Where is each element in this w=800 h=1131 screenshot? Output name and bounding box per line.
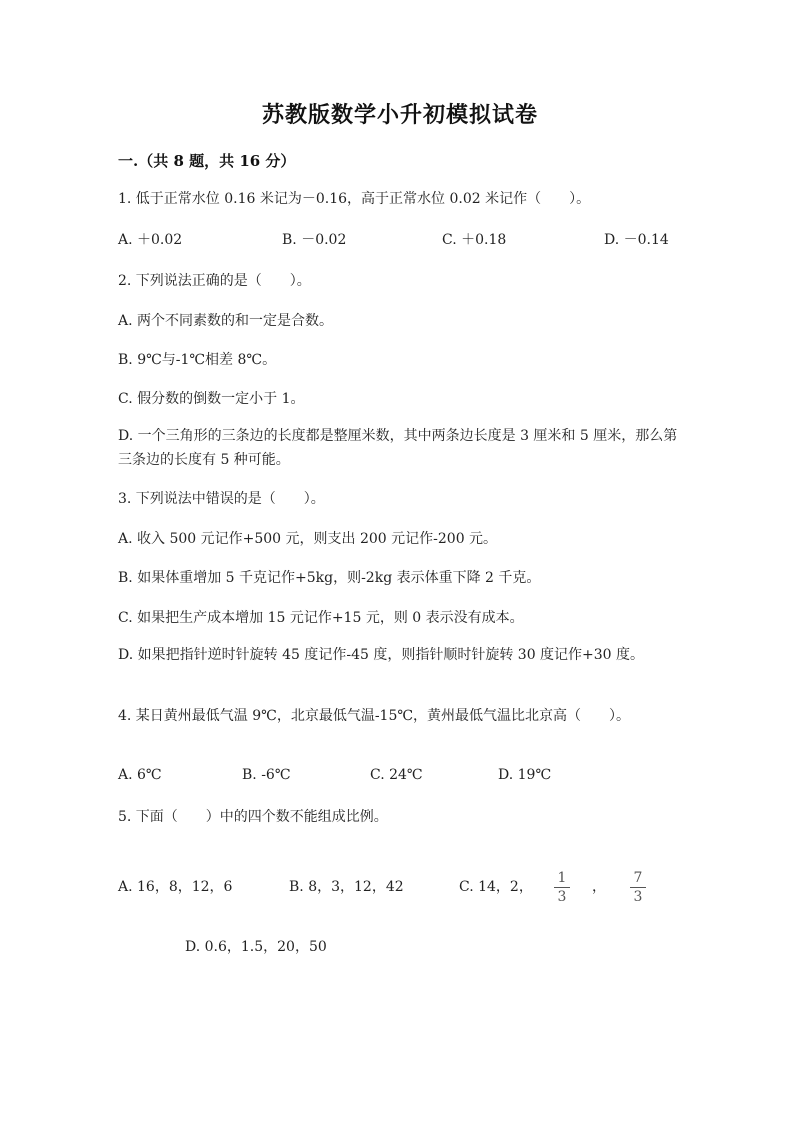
q4-option-d: D. 19℃ — [498, 767, 552, 783]
q5-option-c: C. 14，2， — [459, 879, 533, 895]
fraction-denominator: 3 — [633, 889, 643, 905]
fraction-seven-thirds — [628, 870, 648, 905]
fraction-separator: ， — [592, 879, 606, 895]
q3-option-a: A. 收入 500 元记作+500 元，则支出 200 元记作-200 元。 — [118, 531, 498, 547]
q3-option-b: B. 如果体重增加 5 千克记作+5kg，则-2kg 表示体重下降 2 千克。 — [118, 570, 541, 586]
section-heading: 一.（共 8 题，共 16 分） — [118, 152, 296, 170]
question-4-stem: 4. 某日黄州最低气温 9℃，北京最低气温-15℃，黄州最低气温比北京高（ ）。 — [118, 708, 631, 724]
fraction-denominator: 3 — [557, 889, 567, 905]
q4-option-a: A. 6℃ — [118, 767, 162, 783]
question-2-stem: 2. 下列说法正确的是（ ）。 — [118, 273, 311, 289]
question-1-stem: 1. 低于正常水位 0.16 米记为－0.16，高于正常水位 0.02 米记作（ ）。 — [118, 191, 591, 207]
q3-option-c: C. 如果把生产成本增加 15 元记作+15 元，则 0 表示没有成本。 — [118, 610, 524, 626]
q5-option-a: A. 16，8，12，6 — [118, 879, 233, 895]
q3-option-d: D. 如果把指针逆时针旋转 45 度记作-45 度，则指针顺时针旋转 30 度记作+30 度。 — [118, 647, 645, 663]
fraction-numerator: 7 — [633, 870, 643, 886]
q1-option-d: D. －0.14 — [604, 232, 669, 248]
q1-option-a: A. ＋0.02 — [118, 232, 183, 248]
fraction-numerator: 1 — [557, 870, 567, 886]
q4-option-b: B. -6℃ — [242, 767, 291, 783]
q5-option-d: D. 0.6，1.5，20，50 — [185, 939, 327, 955]
q4-option-c: C. 24℃ — [370, 767, 423, 783]
q2-option-d: D. 一个三角形的三条边的长度都是整厘米数，其中两条边长度是 3 厘米和 5 厘米，那么第三条边的长度有 5 种可能。 — [118, 428, 678, 468]
question-3-stem: 3. 下列说法中错误的是（ ）。 — [118, 491, 325, 507]
q2-option-a: A. 两个不同素数的和一定是合数。 — [118, 313, 334, 329]
fraction-one-third — [552, 870, 572, 905]
question-5-stem: 5. 下面（ ）中的四个数不能组成比例。 — [118, 809, 388, 825]
q2-option-c: C. 假分数的倒数一定小于 1。 — [118, 391, 305, 407]
fraction-bar — [630, 887, 646, 888]
q1-option-b: B. －0.02 — [282, 232, 347, 248]
q5-option-b: B. 8，3，12，42 — [289, 879, 404, 895]
q2-option-b: B. 9℃与-1℃相差 8℃。 — [118, 352, 277, 368]
fraction-bar — [554, 887, 570, 888]
q1-option-c: C. ＋0.18 — [442, 232, 507, 248]
page-title: 苏教版数学小升初模拟试卷 — [261, 102, 538, 128]
